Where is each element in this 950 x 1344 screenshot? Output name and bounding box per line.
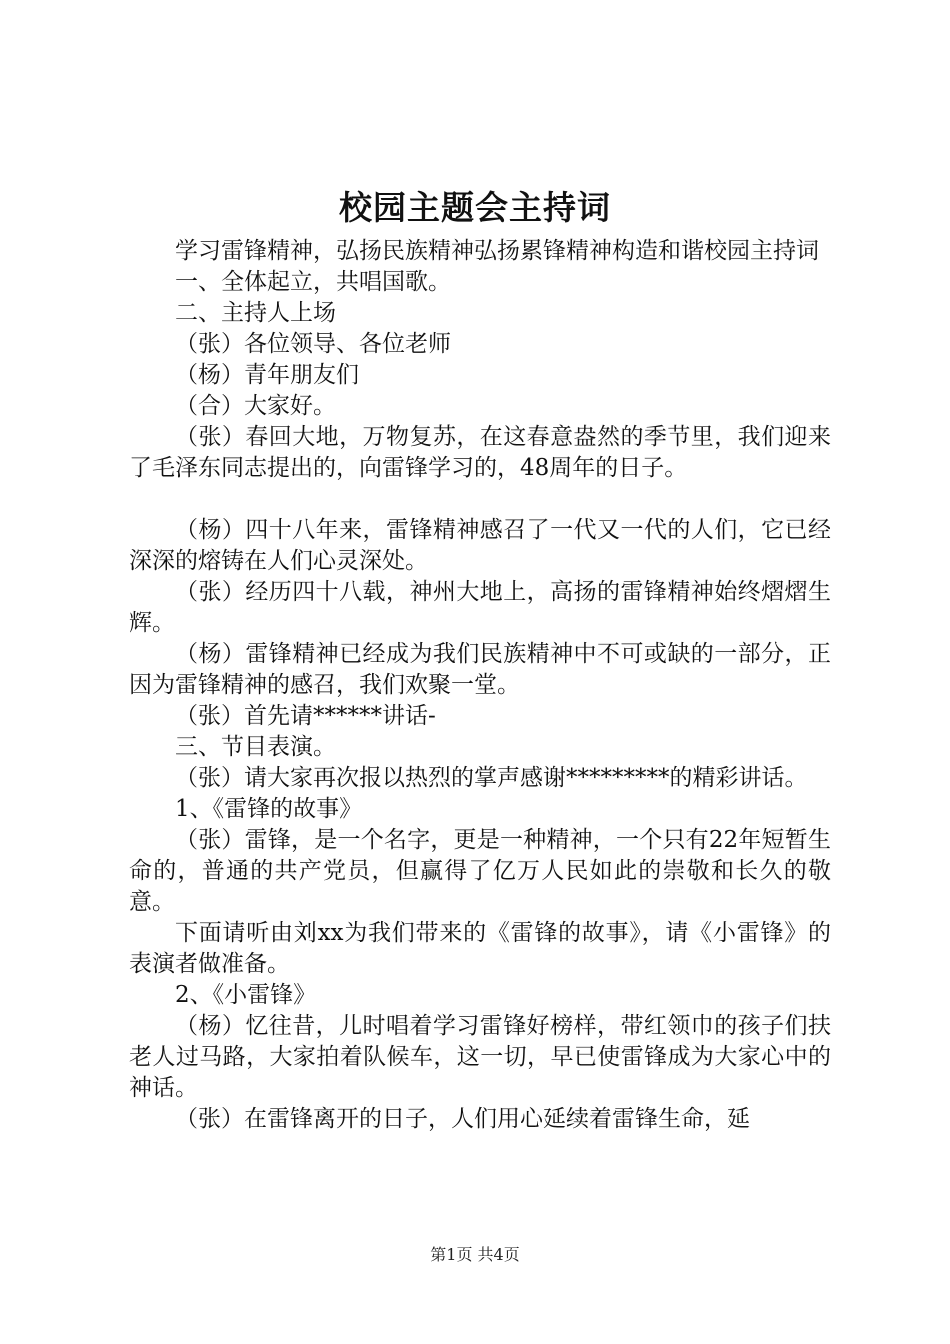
page-footer: 第1页 共4页 — [430, 1245, 520, 1264]
paragraph: 下面请听由刘xx为我们带来的《雷锋的故事》，请《小雷锋》的表演者做准备。 — [129, 920, 831, 977]
subtitle-paragraph: 学习雷锋精神，弘扬民族精神弘扬累锋精神构造和谐校园主持词 — [175, 238, 819, 264]
document-title: 校园主题会主持词 — [339, 188, 611, 227]
paragraph: （张）春回大地，万物复苏，在这春意盎然的季节里，我们迎来了毛泽东同志提出的，向雷锋学习的，48周年的日子。 — [129, 424, 831, 481]
paragraph: （杨）忆往昔，儿时唱着学习雷锋好榜样，带红领巾的孩子们扶老人过马路，大家拍着队候车，这一切，早已使雷锋成为大家心中的神话。 — [129, 1013, 831, 1101]
paragraph: 一、全体起立，共唱国歌。 — [175, 269, 451, 295]
paragraph: （张）在雷锋离开的日子，人们用心延续着雷锋生命，延 — [175, 1106, 750, 1132]
paragraph: 1、《雷锋的故事》 — [175, 796, 363, 822]
paragraph: 三、节目表演。 — [175, 734, 336, 760]
paragraph: （张）经历四十八载，神州大地上，高扬的雷锋精神始终熠熠生辉。 — [129, 579, 831, 636]
paragraph: 二、主持人上场 — [175, 300, 336, 326]
paragraph: （张）请大家再次报以热烈的掌声感谢*********的精彩讲话。 — [175, 765, 808, 791]
blank-line — [129, 484, 831, 515]
paragraph: （张）雷锋，是一个名字，更是一种精神，一个只有22年短暂生命的，普通的共产党员，但赢得了亿万人民如此的崇敬和长久的敬意。 — [129, 827, 831, 915]
paragraph: （杨）四十八年来，雷锋精神感召了一代又一代的人们，它已经深深的熔铸在人们心灵深处。 — [129, 517, 831, 574]
paragraph: （张）首先请******讲话- — [175, 703, 436, 729]
paragraph: （张）各位领导、各位老师 — [175, 331, 451, 357]
paragraph: （杨）雷锋精神已经成为我们民族精神中不可或缺的一部分，正因为雷锋精神的感召，我们欢聚一堂。 — [129, 641, 831, 698]
document-body — [129, 236, 831, 1135]
paragraph: （杨）青年朋友们 — [175, 362, 359, 388]
paragraph: 2、《小雷锋》 — [175, 982, 317, 1008]
paragraph: （合）大家好。 — [175, 393, 336, 419]
